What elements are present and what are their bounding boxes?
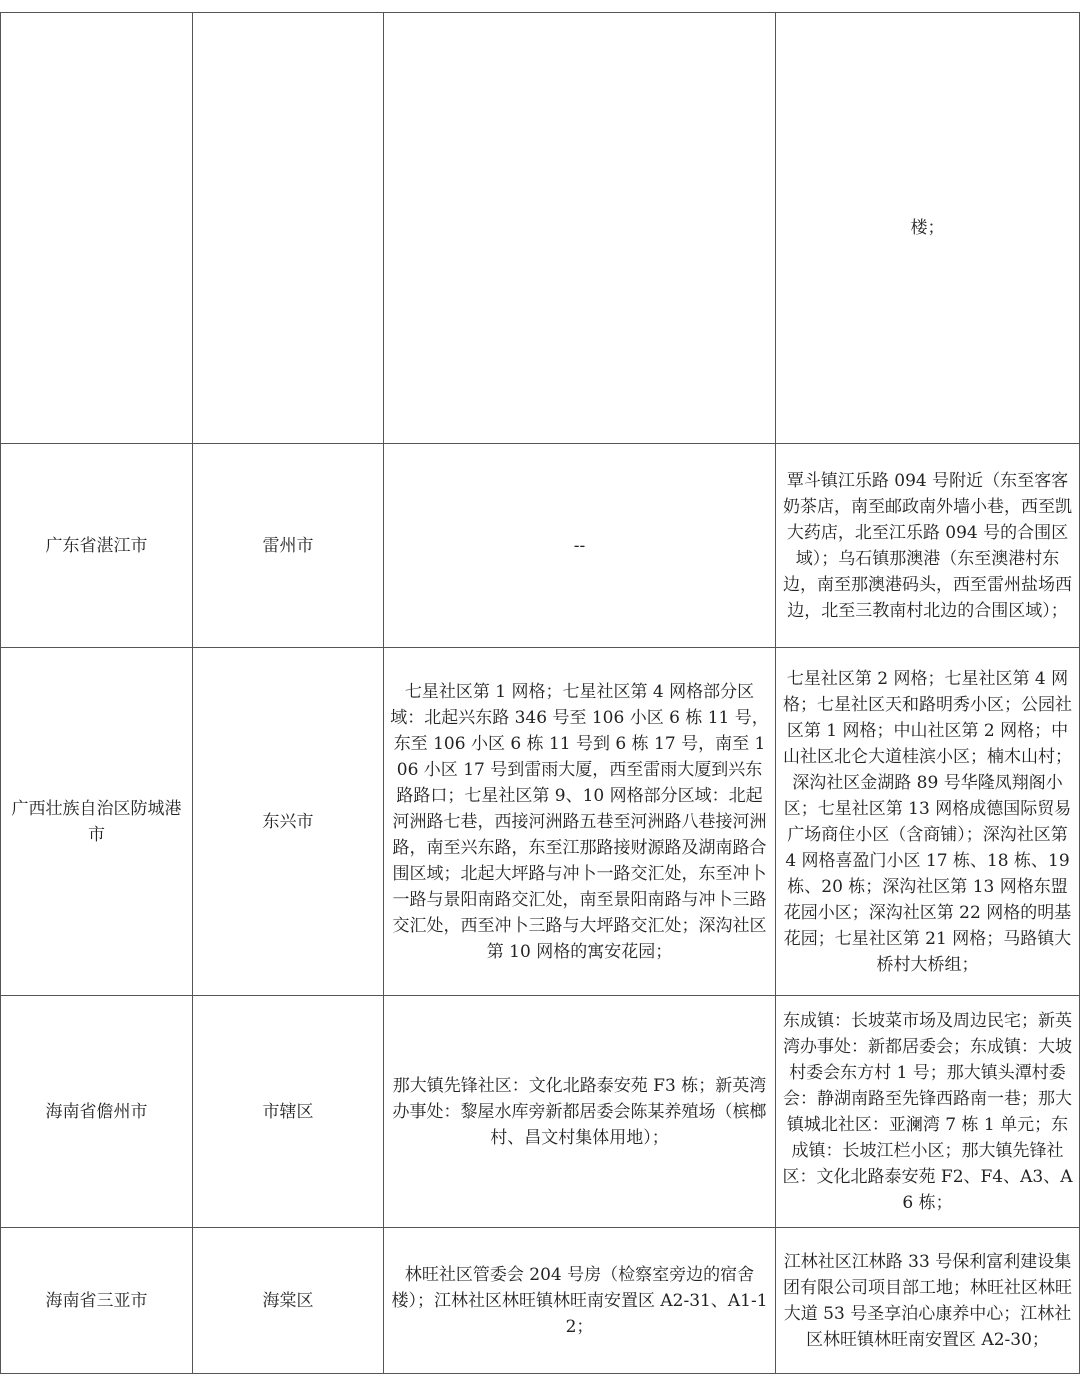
district-cell: 海棠区 — [193, 1228, 384, 1374]
mid-risk-cell: 江林社区江林路 33 号保利富利建设集团有限公司项目部工地；林旺社区林旺大道 53 号圣享泊心康养中心；江林社区林旺镇林旺南安置区 A2-30； — [776, 1228, 1080, 1374]
district-cell — [193, 13, 384, 444]
table-row — [1, 444, 1080, 648]
mid-risk-cell: 七星社区第 2 网格；七星社区第 4 网格；七星社区天和路明秀小区；公园社区第 1 网格；中山社区第 2 网格；中山社区北仑大道桂滨小区；楠木山村；深沟社区金湖路 89 号华隆凤翔阁小区；七星社区第 13 网格成德国际贸易广场商住小区（含商铺）；深沟社区第 4 网格喜盈门小区 17 栋、18 栋、19 栋、20 栋；深沟社区第 13 网格东盟花园小区；深沟社区第 22 网格的明基花园；七星社区第 21 网格；马路镇大桥村大桥组； — [776, 648, 1080, 996]
mid-risk-cell: 覃斗镇江乐路 094 号附近（东至客客奶茶店，南至邮政南外墙小巷，西至凯大药店，北至江乐路 094 号的合围区域）；乌石镇那澳港（东至澳港村东边，南至那澳港码头，西至雷州盐场西边，北至三教南村北边的合围区域）； — [776, 444, 1080, 648]
table-row — [1, 1228, 1080, 1374]
district-cell: 市辖区 — [193, 996, 384, 1228]
district-cell: 东兴市 — [193, 648, 384, 996]
high-risk-cell — [384, 13, 776, 444]
high-risk-cell: -- — [384, 444, 776, 648]
mid-risk-cell: 楼； — [776, 13, 1080, 444]
city-cell: 海南省儋州市 — [1, 996, 193, 1228]
city-cell: 海南省三亚市 — [1, 1228, 193, 1374]
high-risk-cell: 林旺社区管委会 204 号房（检察室旁边的宿舍楼）；江林社区林旺镇林旺南安置区 A2-31、A1-12； — [384, 1228, 776, 1374]
table-row — [1, 13, 1080, 444]
high-risk-cell: 七星社区第 1 网格；七星社区第 4 网格部分区域：北起兴东路 346 号至 106 小区 6 栋 11 号，东至 106 小区 6 栋 11 号到 6 栋 17 号，南至 106 小区 17 号到雷雨大厦，西至雷雨大厦到兴东路路口；七星社区第 9、10 网格部分区域：北起河洲路七巷，西接河洲路五巷至河洲路八巷接河洲路，南至兴东路，东至江那路接财源路及湖南路合围区域；北起大坪路与冲卜一路交汇处，东至冲卜一路与景阳南路交汇处，南至景阳南路与冲卜三路交汇处，西至冲卜三路与大坪路交汇处；深沟社区第 10 网格的寓安花园； — [384, 648, 776, 996]
city-cell: 广西壮族自治区防城港市 — [1, 648, 193, 996]
city-cell — [1, 13, 193, 444]
table-row — [1, 996, 1080, 1228]
high-risk-cell: 那大镇先锋社区：文化北路泰安苑 F3 栋；新英湾办事处：黎屋水库旁新都居委会陈某养殖场（槟榔村、昌文村集体用地）； — [384, 996, 776, 1228]
table-row — [1, 648, 1080, 996]
mid-risk-cell: 东成镇：长坡菜市场及周边民宅；新英湾办事处：新都居委会；东成镇：大坡村委会东方村 1 号；那大镇头潭村委会：静湖南路至先锋西路南一巷；那大镇城北社区：亚澜湾 7 栋 1 单元；东成镇：长坡江栏小区；那大镇先锋社区：文化北路泰安苑 F2、F4、A3、A6 栋； — [776, 996, 1080, 1228]
district-cell: 雷州市 — [193, 444, 384, 648]
city-cell: 广东省湛江市 — [1, 444, 193, 648]
risk-area-table — [0, 12, 1080, 1374]
